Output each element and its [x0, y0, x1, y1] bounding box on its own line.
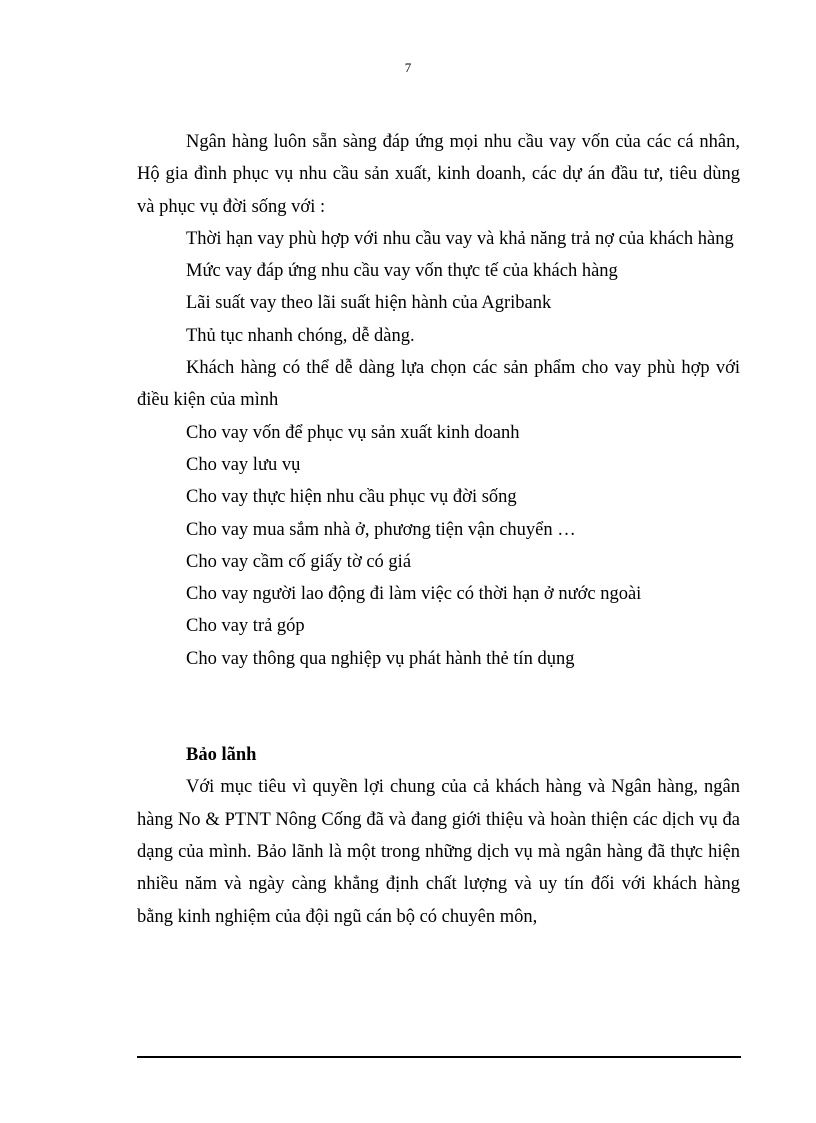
- intro-paragraph: Ngân hàng luôn sẵn sàng đáp ứng mọi nhu cầu vay vốn của các cá nhân, Hộ gia đình phục vụ nhu cầu sản xuất, kinh doanh, các dự án đầu tư, tiêu dùng và phục vụ đời sống với :: [137, 132, 740, 217]
- product-item: Cho vay trả góp: [186, 616, 305, 637]
- product-item: Cho vay lưu vụ: [186, 454, 301, 475]
- product-item: Cho vay cầm cố giấy tờ có giá: [186, 551, 412, 572]
- document-body: [137, 126, 740, 933]
- product-item: Cho vay thực hiện nhu cầu phục vụ đời sống: [186, 487, 517, 508]
- product-item: Cho vay người lao động đi làm việc có thời hạn ở nước ngoài: [186, 584, 642, 605]
- section-spacer: [137, 675, 740, 739]
- product-item: Cho vay vốn để phục vụ sản xuất kinh doanh: [186, 422, 520, 443]
- product-item: Cho vay thông qua nghiệp vụ phát hành thẻ tín dụng: [186, 648, 575, 669]
- guarantee-paragraph: Với mục tiêu vì quyền lợi chung của cả khách hàng và Ngân hàng, ngân hàng No & PTNT Nông Cống đã và đang giới thiệu và hoàn thiện các dịch vụ đa dạng của mình. Bảo lãnh là một trong những dịch vụ mà ngân hàng đã thực hiện nhiều năm và ngày càng khẳng định chất lượng và uy tín đối với khách hàng bằng kinh nghiệm của đội ngũ cán bộ có chuyên môn,: [137, 777, 740, 927]
- section-heading-guarantee: Bảo lãnh: [186, 745, 257, 766]
- page-number: 7: [404, 60, 412, 75]
- procedure-line: Thủ tục nhanh chóng, dễ dàng.: [186, 325, 415, 346]
- loan-amount-line: Mức vay đáp ứng nhu cầu vay vốn thực tế của khách hàng: [186, 261, 618, 282]
- product-item: Cho vay mua sắm nhà ở, phương tiện vận chuyển …: [186, 519, 576, 540]
- choose-products-paragraph: Khách hàng có thể dễ dàng lựa chọn các sản phẩm cho vay phù hợp với điều kiện của mình: [137, 358, 740, 411]
- interest-rate-line: Lãi suất vay theo lãi suất hiện hành của Agribank: [186, 293, 552, 314]
- footer-rule: [137, 1056, 741, 1058]
- loan-term-paragraph: Thời hạn vay phù hợp với nhu cầu vay và khả năng trả nợ của khách hàng: [186, 228, 734, 249]
